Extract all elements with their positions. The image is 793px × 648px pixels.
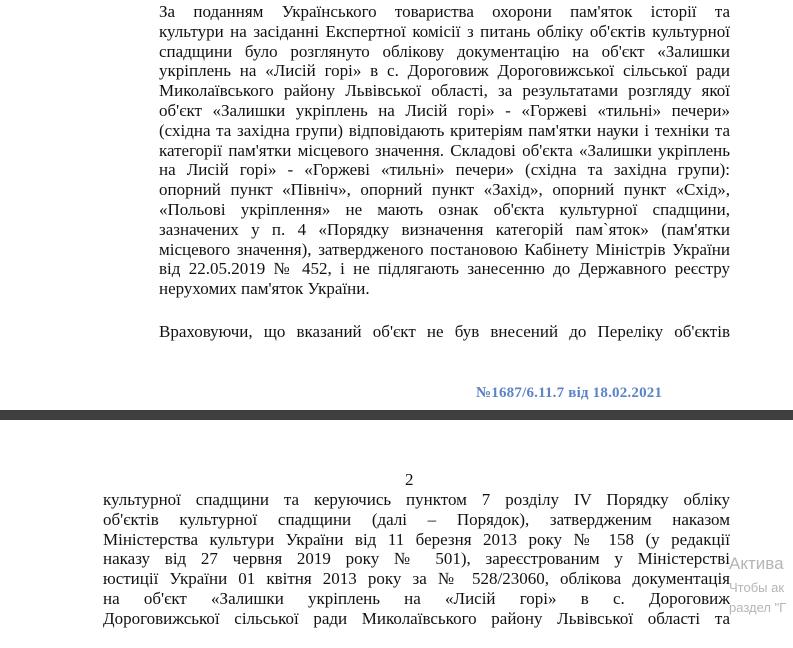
paragraph-considering: [103, 322, 730, 342]
registration-stamp: №1687/6.11.7 від 18.02.2021: [476, 385, 663, 401]
text-line: Враховуючи, що вказаний об'єкт не був внесений до Переліку об'єктів: [159, 322, 730, 341]
windows-activation-watermark: Актива: [729, 554, 784, 573]
text-line: місцевого значення), затвердженого постановою Кабінету Міністрів України: [159, 239, 730, 259]
text-line: Дороговижської сільської ради Миколаївського району Львівської області та: [103, 608, 730, 628]
page-separator: [0, 410, 793, 420]
text-line: категорії пам'ятки місцевого значення. Складові об'єкта «Залишки укріплень: [159, 140, 730, 160]
windows-activation-watermark-line: раздел "Г: [729, 600, 787, 615]
text-line: на об'єкт «Залишки укріплень на «Лисій горі» в с. Дороговиж: [103, 588, 730, 608]
paragraph-expert-commission: [103, 2, 730, 299]
paragraph-continuation: [103, 490, 730, 629]
text-line: об'єктів культурної спадщини (далі – Порядок), затвердженим наказом: [103, 509, 730, 529]
text-line: За поданням Українського товариства охорони пам'яток історії та: [159, 2, 730, 21]
text-line: об'єкт «Залишки укріплень на Лисій горі» - «Горжеві «тильні» печери»: [159, 100, 730, 120]
text-line: спадщини було розглянуто облікову документацію на об'єкт «Залишки: [159, 41, 730, 61]
text-line: від 22.05.2019 № 452, і не підлягають занесенню до Державного реєстру: [159, 259, 730, 279]
text-line: (східна та західна групи) відповідають критеріям пам'ятки науки і техніки та: [159, 120, 730, 140]
text-line: Миколаївського району Львівської області, за результатами розгляду якої: [159, 81, 730, 101]
text-line: зазначених у п. 4 «Порядку визначення категорій пам`яток» (пам'ятки: [159, 219, 730, 239]
windows-activation-watermark-line: Чтобы ак: [729, 580, 785, 595]
text-line: наказу від 27 червня 2019 року № 501), зареєстрованим у Міністерстві: [103, 549, 730, 569]
text-line: укріплень на «Лисій горі» в с. Дороговиж Дороговижської сільської ради: [159, 61, 730, 81]
text-line: юстиції України 01 квітня 2013 року за № 528/23060, облікова документація: [103, 569, 730, 589]
text-line: опорний пункт «Північ», опорний пункт «Захід», опорний пункт «Схід»,: [159, 180, 730, 200]
text-line: Міністерства культури України від 11 березня 2013 року № 158 (у редакції: [103, 529, 730, 549]
page-number: 2: [405, 470, 414, 489]
text-line: культурної спадщини та керуючись пунктом 7 розділу IV Порядку обліку: [103, 490, 730, 509]
text-line: культури на засіданні Експертної комісії з питань обліку об'єктів культурної: [159, 21, 730, 41]
text-line: нерухомих пам'яток України.: [159, 279, 370, 299]
text-line: «Польові укріплення» не мають ознак об'єкта культурної спадщини,: [159, 199, 730, 219]
text-line: на Лисій горі» - «Горжеві «тильні» печери» (східна та західна групи):: [159, 160, 730, 180]
